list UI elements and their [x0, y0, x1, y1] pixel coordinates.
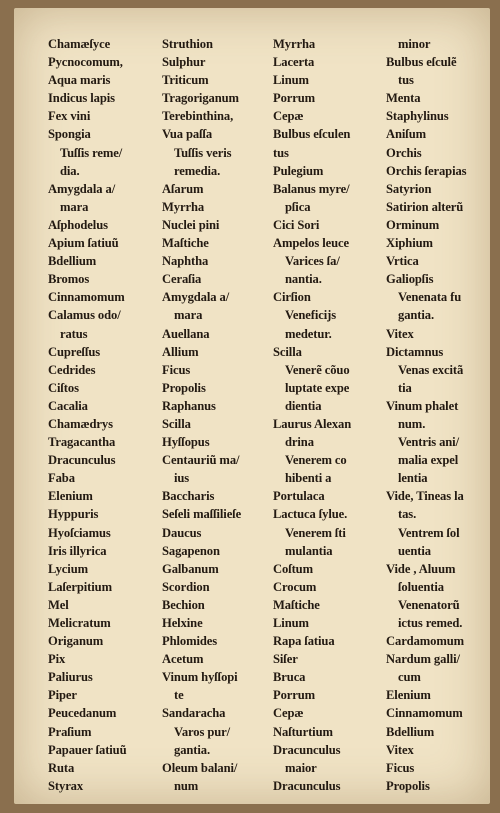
text-line: Varos pur/: [174, 724, 231, 739]
text-line: Coſtum: [273, 561, 313, 576]
text-line: Propolis: [386, 778, 430, 793]
text-line: Aniſum: [386, 127, 426, 142]
text-line: luptate expe: [285, 380, 350, 395]
text-line: Sandaracha: [162, 706, 226, 721]
text-line: Crocum: [273, 579, 317, 594]
text-line: Propolis: [162, 380, 206, 395]
text-line: Naſturtium: [273, 724, 333, 739]
text-line: Acetum: [162, 652, 204, 667]
text-line: Cinnamomum: [386, 706, 463, 721]
text-line: Faba: [48, 471, 75, 486]
text-line: Laurus Alexan: [273, 416, 352, 431]
text-line: Amygdala a/: [48, 181, 116, 196]
text-line: Ampelos leuce: [273, 236, 349, 251]
text-line: ictus remed.: [398, 616, 463, 630]
text-line: Cardamomum: [386, 634, 465, 649]
text-line: Baccharis: [162, 489, 215, 504]
text-line: Laſerpitium: [48, 579, 112, 594]
text-line: Galiopſis: [386, 272, 434, 287]
text-line: pſica: [285, 199, 311, 214]
text-line: Vide, Tineas la: [386, 489, 464, 504]
text-line: Venerem ſti: [285, 525, 346, 540]
text-line: malia expel: [398, 453, 459, 468]
text-line: Hyppuris: [48, 507, 99, 522]
text-line: Melicratum: [48, 616, 111, 630]
text-line: Naphtha: [162, 254, 209, 269]
text-line: Bdellium: [48, 254, 97, 269]
text-line: Vrtica: [386, 254, 419, 269]
text-line: Tuſſis veris: [174, 145, 232, 160]
text-line: Ceraſia: [162, 272, 202, 287]
text-line: Maſtiche: [273, 597, 320, 612]
text-line: Venenatorũ: [398, 597, 460, 612]
text-line: dientia: [285, 398, 322, 413]
text-line: ius: [174, 471, 190, 486]
text-line: Vitex: [386, 742, 414, 757]
text-line: Paliurus: [48, 670, 93, 685]
text-line: Scordion: [162, 579, 210, 594]
text-line: Peucedanum: [48, 706, 117, 721]
text-line: Tuſſis reme/: [60, 145, 123, 160]
text-line: Cirſion: [273, 290, 311, 305]
column-2: [162, 35, 241, 795]
text-line: Bulbus eſculen: [273, 127, 351, 142]
text-line: Ruta: [48, 760, 75, 775]
text-line: Cacalia: [48, 398, 88, 413]
text-line: Balanus myre/: [273, 181, 350, 196]
text-line: Porrum: [273, 91, 316, 106]
text-line: gantia.: [398, 308, 435, 323]
text-line: Praſium: [48, 724, 92, 739]
text-line: Vinum phalet: [386, 398, 459, 413]
text-line: Terebinthina,: [162, 109, 234, 124]
text-line: Satyrion: [386, 181, 432, 196]
text-line: Venerẽ cõuo: [285, 362, 350, 377]
text-line: Allium: [162, 344, 199, 359]
text-line: Spongia: [48, 127, 91, 142]
text-line: nantia.: [285, 272, 322, 287]
text-line: Venerem co: [285, 453, 347, 468]
text-line: Elenium: [48, 489, 93, 504]
text-line: Veneficijs: [285, 308, 336, 323]
text-line: Vua paſſa: [162, 127, 213, 142]
book-page: [14, 8, 490, 804]
text-line: Aſphodelus: [48, 217, 108, 232]
text-line: Scilla: [162, 416, 191, 431]
text-line: Sulphur: [162, 55, 206, 70]
text-line: Raphanus: [162, 398, 216, 413]
text-line: Venenata fu: [398, 290, 462, 305]
text-line: tia: [398, 380, 412, 395]
text-line: minor: [398, 37, 431, 51]
text-line: num: [174, 778, 199, 793]
text-line: Ventris ani/: [398, 435, 459, 450]
text-line: Chamæſyce: [48, 37, 111, 51]
text-line: Nuclei pini: [162, 217, 220, 232]
text-line: Tragacantha: [48, 435, 116, 450]
text-line: tus: [273, 145, 289, 160]
text-line: mulantia: [285, 543, 333, 558]
column-4: [386, 35, 466, 795]
text-line: Hyoſciamus: [48, 525, 111, 540]
text-line: Centauriũ ma/: [162, 453, 240, 468]
text-line: Cupreſſus: [48, 344, 101, 359]
text-line: medetur.: [285, 326, 332, 341]
text-line: Orchis ſerapias: [386, 163, 467, 178]
text-line: Elenium: [386, 688, 431, 703]
text-line: Linum: [273, 73, 309, 88]
text-line: Cinnamomum: [48, 290, 125, 305]
text-line: num.: [398, 416, 426, 431]
text-line: Ficus: [386, 760, 415, 775]
text-line: Styrax: [48, 778, 84, 793]
text-line: Ciſtos: [48, 380, 79, 395]
text-line: Oleum balani/: [162, 760, 238, 775]
text-line: Pix: [48, 652, 66, 667]
text-line: Venas excitã: [398, 362, 464, 377]
text-line: Hyſſopus: [162, 435, 210, 450]
text-line: Cici Sori: [273, 217, 320, 232]
text-line: Xiphium: [386, 236, 433, 251]
text-line: Phlomides: [162, 634, 218, 649]
text-line: Scilla: [273, 344, 302, 359]
text-line: Cepæ: [273, 706, 304, 721]
text-line: gantia.: [174, 742, 211, 757]
text-line: drina: [285, 435, 314, 450]
text-line: Iris illyrica: [48, 543, 107, 558]
text-line: Bulbus eſculẽ: [386, 55, 457, 70]
text-line: Amygdala a/: [162, 290, 230, 305]
text-line: Pycnocomum,: [48, 55, 123, 70]
text-line: mara: [174, 308, 203, 323]
text-line: mara: [60, 199, 89, 214]
text-line: cum: [398, 670, 421, 685]
text-line: Vide , Aluum: [386, 561, 456, 576]
text-line: Lactuca ſylue.: [273, 507, 348, 522]
text-line: Nardum galli/: [386, 652, 460, 667]
text-line: Bruca: [273, 670, 306, 685]
text-line: ratus: [60, 326, 88, 341]
text-line: Cedrides: [48, 362, 96, 377]
text-line: Ficus: [162, 362, 191, 377]
text-line: Vinum hyſſopi: [162, 670, 238, 685]
text-line: Dracunculus: [273, 778, 341, 793]
column-1: [48, 35, 127, 795]
text-line: Fex vini: [48, 109, 91, 124]
text-line: Vitex: [386, 326, 414, 341]
text-line: Dracunculus: [273, 742, 341, 757]
text-line: Portulaca: [273, 489, 325, 504]
text-line: uentia: [398, 543, 431, 558]
text-line: Satirion alterũ: [386, 199, 464, 214]
text-line: Chamædrys: [48, 416, 113, 431]
text-line: Triticum: [162, 73, 209, 88]
text-line: Bechion: [162, 597, 205, 612]
text-line: Aſarum: [162, 181, 204, 196]
text-line: Orminum: [386, 217, 440, 232]
text-line: Dictamnus: [386, 344, 444, 359]
text-line: Daucus: [162, 525, 202, 540]
text-line: lentia: [398, 471, 428, 486]
text-line: Struthion: [162, 37, 213, 51]
text-line: Myrrha: [273, 37, 316, 51]
text-line: Tragoriganum: [162, 91, 239, 106]
text-line: ſoluentia: [398, 579, 444, 594]
text-line: hibenti a: [285, 471, 332, 486]
text-line: Mel: [48, 597, 69, 612]
text-line: Aqua maris: [48, 73, 111, 88]
text-line: Piper: [48, 688, 77, 703]
text-line: Seſeli maſſilieſe: [162, 507, 242, 522]
text-line: maior: [285, 760, 317, 775]
text-line: Sagapenon: [162, 543, 220, 558]
column-3: [273, 35, 351, 795]
text-line: Orchis: [386, 145, 422, 160]
text-line: Apium ſatiuũ: [48, 236, 119, 251]
text-line: tas.: [398, 507, 417, 522]
text-line: Menta: [386, 91, 421, 106]
text-line: Lacerta: [273, 55, 315, 70]
text-line: Lycium: [48, 561, 88, 576]
text-line: tus: [398, 73, 414, 88]
text-line: Calamus odo/: [48, 308, 121, 323]
text-line: Rapa ſatiua: [273, 634, 335, 649]
text-line: Myrrha: [162, 199, 205, 214]
text-line: Helxine: [162, 616, 203, 630]
text-line: Origanum: [48, 634, 104, 649]
text-line: Pulegium: [273, 163, 324, 178]
text-line: Bromos: [48, 272, 90, 287]
text-line: Porrum: [273, 688, 316, 703]
text-line: Bdellium: [386, 724, 435, 739]
text-line: Maſtiche: [162, 236, 209, 251]
text-line: Staphylinus: [386, 109, 449, 124]
text-line: Dracunculus: [48, 453, 116, 468]
text-line: Siſer: [273, 652, 298, 667]
text-line: Indicus lapis: [48, 91, 115, 106]
text-line: te: [174, 688, 184, 703]
text-line: Cepæ: [273, 109, 304, 124]
text-line: dia.: [60, 163, 80, 178]
text-line: Papauer ſatiuũ: [48, 742, 127, 757]
text-line: Galbanum: [162, 561, 219, 576]
text-line: Ventrem ſol: [398, 525, 460, 540]
text-line: Linum: [273, 616, 309, 630]
text-line: remedia.: [174, 163, 221, 178]
text-line: Varices ſa/: [285, 254, 340, 269]
text-line: Auellana: [162, 326, 210, 341]
